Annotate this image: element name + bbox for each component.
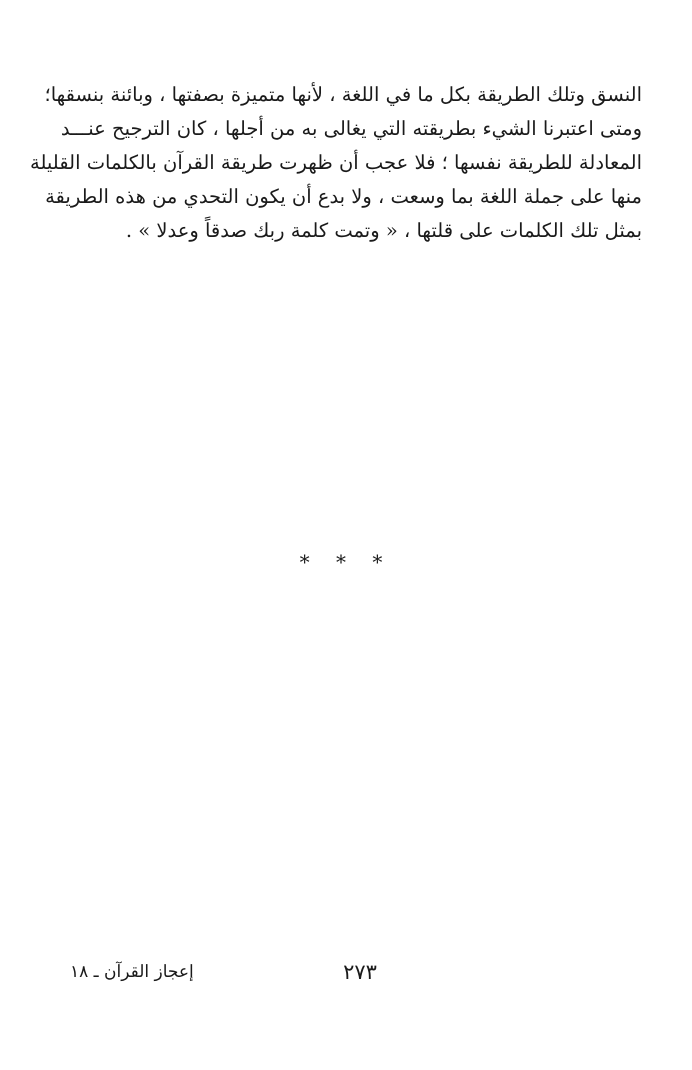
section-separator: * * * xyxy=(299,550,393,574)
text-line: منها على جملة اللغة بما وسعت ، ولا بدع أن يكون التحدي من هذه الطريقة xyxy=(45,185,642,208)
running-title: إعجاز القرآن ـ ١٨ xyxy=(70,962,194,982)
text-line: المعادلة للطريقة نفسها ؛ فلا عجب أن ظهرت طريقة القرآن بالكلمات القليلة xyxy=(30,151,642,174)
body-paragraph xyxy=(30,78,642,248)
text-line: النسق وتلك الطريقة بكل ما في اللغة ، لأنها متميزة بصفتها ، وبائنة بنسقها؛ xyxy=(44,83,642,106)
text-line: ومتى اعتبرنا الشيء بطريقته التي يغالى به من أجلها ، كان الترجيح عنـــد xyxy=(60,117,642,140)
text-line: بمثل تلك الكلمات على قلتها ، « وتمت كلمة ربك صدقاً وعدلا » . xyxy=(125,219,642,242)
page-number: ٢٧٣ xyxy=(343,960,377,984)
